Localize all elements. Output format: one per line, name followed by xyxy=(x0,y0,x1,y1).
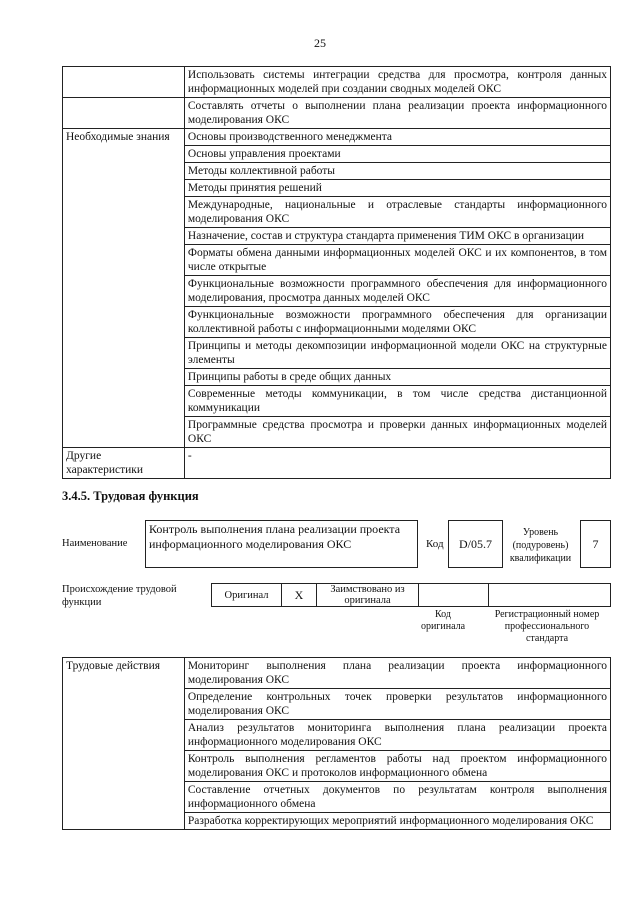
knowledge-label: Необходимые знания xyxy=(63,129,185,448)
labor-action-item: Анализ результатов мониторинга выполнения плана реализации проекта информационного моделирования ОКС xyxy=(184,720,610,751)
knowledge-item: Назначение, состав и структура стандарта применения ТИМ ОКС в организации xyxy=(184,228,610,245)
table-row xyxy=(63,448,611,479)
skill-item: Составлять отчеты о выполнении плана реализации проекта информационного моделирования ОКС xyxy=(184,98,610,129)
function-name-label: Наименование xyxy=(62,538,128,549)
skill-item: Использовать системы интеграции средства для просмотра, контроля данных информационных моделей при создании сводных моделей ОКС xyxy=(184,67,610,98)
knowledge-item: Основы управления проектами xyxy=(184,146,610,163)
original-label: Оригинал xyxy=(212,584,282,606)
labor-action-item: Контроль выполнения регламентов работы над проектом информационного моделирования ОКС и протоколов информационного обмена xyxy=(184,751,610,782)
table-row xyxy=(63,129,611,146)
knowledge-item: Основы производственного менеджмента xyxy=(184,129,610,146)
qualification-level-value: 7 xyxy=(580,520,611,568)
registration-number-cell xyxy=(489,584,610,606)
knowledge-item: Программные средства просмотра и проверки данных информационных моделей ОКС xyxy=(184,417,610,448)
qualification-level-label: Уровень (подуровень) квалификации xyxy=(509,527,572,564)
page-number: 25 xyxy=(314,36,326,50)
labor-action-item: Составление отчетных документов по результатам контроля выполнения информационного обмена xyxy=(184,782,610,813)
registration-number-caption: Регистрационный номер профессионального стандарта xyxy=(494,609,600,644)
origin-row xyxy=(211,583,611,607)
labor-action-item: Мониторинг выполнения плана реализации проекта информационного моделирования ОКС xyxy=(184,658,610,689)
knowledge-item: Функциональные возможности программного обеспечения для информационного моделирования, просмотра данных моделей ОКС xyxy=(184,276,610,307)
section-title: 3.4.5. Трудовая функция xyxy=(62,489,199,503)
table-row xyxy=(63,67,611,98)
knowledge-item: Принципы и методы декомпозиции информационной модели ОКС на структурные элементы xyxy=(184,338,610,369)
function-name-value: Контроль выполнения плана реализации проекта информационного моделирования ОКС xyxy=(145,520,418,568)
labor-action-item: Определение контрольных точек проверки результатов информационного моделирования ОКС xyxy=(184,689,610,720)
original-code-cell xyxy=(419,584,489,606)
table-row xyxy=(63,98,611,129)
knowledge-item: Форматы обмена данными информационных моделей ОКС и их компонентов, в том числе открытые xyxy=(184,245,610,276)
origin-label: Происхождение трудовой функции xyxy=(62,584,177,608)
skills-knowledge-table xyxy=(62,66,611,479)
knowledge-item: Методы принятия решений xyxy=(184,180,610,197)
other-characteristics-value: - xyxy=(184,448,610,479)
empty-cell xyxy=(63,67,185,98)
knowledge-item: Методы коллективной работы xyxy=(184,163,610,180)
original-mark: X xyxy=(282,584,317,606)
original-code-caption: Код оригинала xyxy=(420,609,466,632)
borrowed-label: Заимствовано из оригинала xyxy=(317,584,419,606)
function-code-label: Код xyxy=(426,538,444,550)
labor-actions-table xyxy=(62,657,611,830)
empty-cell xyxy=(63,98,185,129)
knowledge-item: Принципы работы в среде общих данных xyxy=(184,369,610,386)
other-characteristics-label: Другие характеристики xyxy=(63,448,185,479)
labor-action-item: Разработка корректирующих мероприятий информационного моделирования ОКС xyxy=(184,813,610,830)
labor-actions-label: Трудовые действия xyxy=(63,658,185,830)
table-row xyxy=(63,658,611,689)
knowledge-item: Современные методы коммуникации, в том числе средства дистанционной коммуникации xyxy=(184,386,610,417)
function-code-value: D/05.7 xyxy=(448,520,503,568)
knowledge-item: Международные, национальные и отраслевые стандарты информационного моделирования ОКС xyxy=(184,197,610,228)
knowledge-item: Функциональные возможности программного обеспечения для организации коллективной работы с информационными моделями ОКС xyxy=(184,307,610,338)
